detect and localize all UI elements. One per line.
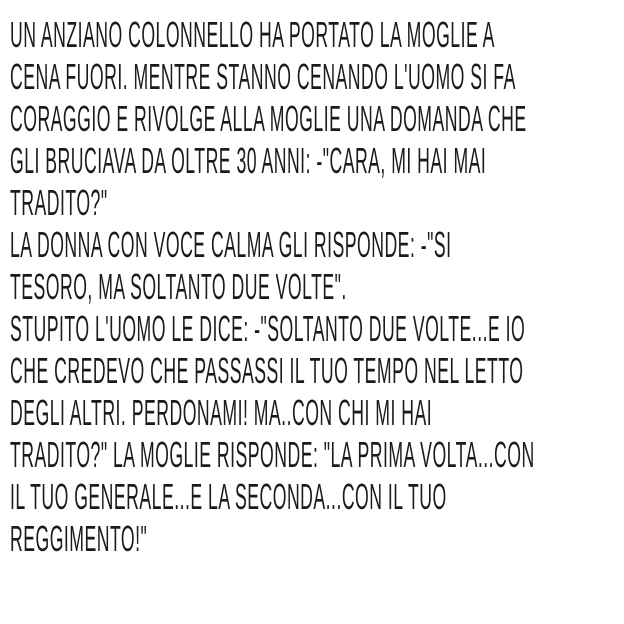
- joke-line: UN ANZIANO COLONNELLO HA PORTATO LA MOGLIE A: [10, 14, 495, 55]
- joke-line: LA DONNA CON VOCE CALMA GLI RISPONDE: -"SI: [10, 224, 452, 265]
- joke-line: IL TUO GENERALE...E LA SECONDA...CON IL TUO: [10, 476, 447, 517]
- joke-line: REGGIMENTO!": [10, 518, 148, 559]
- joke-line: CENA FUORI. MENTRE STANNO CENANDO L'UOMO SI FA: [10, 56, 516, 97]
- joke-line: CORAGGIO E RIVOLGE ALLA MOGLIE UNA DOMANDA CHE: [10, 98, 527, 139]
- joke-line: GLI BRUCIAVA DA OLTRE 30 ANNI: -"CARA, MI HAI MAI: [10, 140, 487, 181]
- joke-text: [10, 14, 624, 560]
- joke-line: STUPITO L'UOMO LE DICE: -"SOLTANTO DUE VOLTE...E IO: [10, 308, 526, 349]
- joke-line: TRADITO?": [10, 182, 108, 223]
- joke-line: TESORO, MA SOLTANTO DUE VOLTE".: [10, 266, 347, 307]
- joke-line: DEGLI ALTRI. PERDONAMI! MA..CON CHI MI HAI: [10, 392, 433, 433]
- joke-line: CHE CREDEVO CHE PASSASSI IL TUO TEMPO NEL LETTO: [10, 350, 524, 391]
- joke-line: TRADITO?" LA MOGLIE RISPONDE: "LA PRIMA VOLTA...CON: [10, 434, 535, 475]
